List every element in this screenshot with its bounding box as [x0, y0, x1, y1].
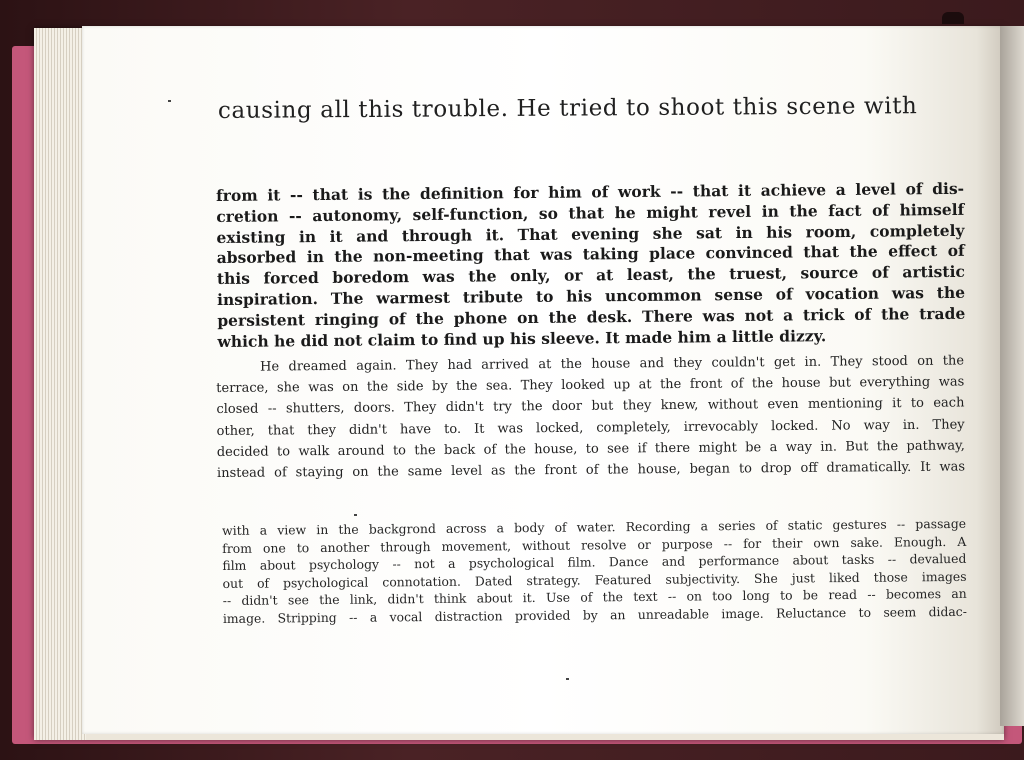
- body-line: closed -- shutters, doors. They didn't try the door but they knew, without even mentioning it to each: [216, 395, 965, 418]
- ink-speck: [168, 100, 171, 102]
- small-line: out of psychological connotation. Dated strategy. Featured subjectivity. She just liked those images: [222, 568, 967, 591]
- small-paragraph: [222, 515, 967, 628]
- ink-speck: [566, 678, 569, 680]
- page-headline: causing all this trouble. He tried to shoot this scene with: [217, 93, 918, 124]
- bold-line: which he did not claim to find up his sleeve. It made him a little dizzy.: [217, 325, 827, 351]
- small-line: film about psychology -- not a psychological film. Dance and performance about tasks -- devalued: [222, 551, 967, 574]
- body-line: He dreamed again. They had arrived at the house and they couldn't get in. They stood on the: [260, 353, 965, 375]
- bookmark-ribbon: [942, 12, 964, 24]
- small-line: from one to another through movement, without resolve or purpose -- for their own sake. Enough. A: [222, 533, 967, 556]
- bold-line: persistent ringing of the phone on the desk. There was not a trick of the trade: [217, 303, 966, 330]
- bold-line: from it -- that is the definition for him of work -- that it achieve a level of dis-: [216, 178, 965, 205]
- bold-line: cretion -- autonomy, self-function, so that he might revel in the fact of himself: [216, 199, 965, 226]
- bold-line: existing in it and through it. That evening she sat in his room, completely: [216, 220, 965, 247]
- body-line: instead of staying on the same level as the front of the house, began to drop off dramatically. It was: [216, 459, 966, 482]
- body-line: other, that they didn't have to. It was locked, completely, irrevocably locked. No way in. They: [216, 417, 965, 439]
- page-edges: [34, 28, 86, 740]
- bold-paragraph: [216, 179, 966, 353]
- body-line: decided to walk around to the back of the house, to see if there might be a way in. But the pathway,: [216, 438, 965, 460]
- small-line: image. Stripping -- a vocal distraction provided by an unreadable image. Reluctance to seem didac-: [222, 603, 967, 626]
- small-line: with a view in the backgrond across a body of water. Recording a series of static gestures -- passage: [222, 515, 967, 538]
- body-paragraph: [216, 350, 965, 484]
- bold-line: absorbed in the non-meeting that was taking place convinced that the effect of: [216, 241, 965, 268]
- bold-line: inspiration. The warmest tribute to his uncommon sense of vocation was the: [216, 282, 966, 309]
- body-line: terrace, she was on the side by the sea. They looked up at the front of the house but everything was: [216, 374, 965, 397]
- page-curl-shadow: [1000, 26, 1024, 726]
- small-line: -- didn't see the link, didn't think about it. Use of the text -- on too long to be read -- becomes an: [222, 586, 967, 609]
- bold-line: this forced boredom was the only, or at least, the truest, source of artistic: [216, 262, 965, 289]
- ink-speck: [354, 514, 357, 516]
